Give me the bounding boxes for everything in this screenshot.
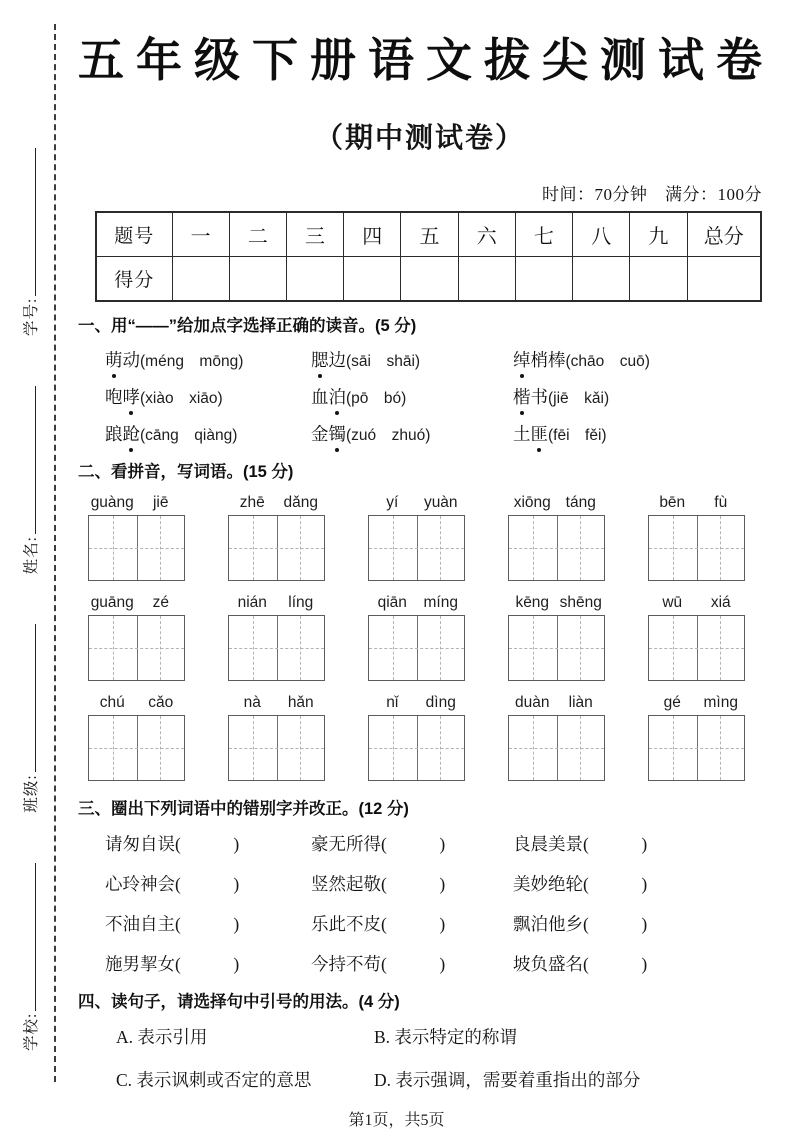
item-word [513,424,548,444]
dotted-char: 匪 [531,421,549,446]
pinyin-labels [648,694,745,712]
pinyin-syllable: líng [288,593,314,611]
misspelled-word-item [105,871,311,896]
pinyin-syllable: xiōng [513,493,551,511]
pinyin-syllable: nián [237,593,267,611]
word-char: 书 [530,387,548,408]
pinyin-syllable: bēn [659,493,686,511]
pinyin-options: (jiē kǎi) [548,390,610,408]
pinyin-syllable: cǎo [148,693,174,711]
item-word: 施男挈女 [105,953,175,974]
grid-dashed-guide [509,648,604,649]
pinyin-syllable: táng [565,493,596,511]
score-empty-cell [687,257,761,302]
pinyin-word-group [508,594,605,681]
score-table-score-row [96,257,761,302]
pinyin-syllable: zé [152,593,169,611]
seal-strip [8,24,52,1146]
misspelled-word-item [513,871,762,896]
misspelled-word-item [105,831,311,856]
pinyin-word-group [368,694,465,781]
pinyin-options: (chāo cuō) [565,353,650,371]
misspelled-word-item [311,951,513,976]
pinyin-syllable: dǎng [283,493,318,511]
item-word [513,387,548,407]
pinyin-labels [88,694,185,712]
seal-field-blank-line [20,386,36,534]
score-table-header-row [96,212,761,257]
grid-dashed-guide [649,548,744,549]
score-empty-cell [172,257,229,302]
writing-grid [368,515,465,581]
pinyin-labels [508,494,605,512]
pinyin-syllable: qiān [377,593,407,611]
score-empty-cell [286,257,343,302]
pinyin-word-group [228,494,325,581]
pinyin-word-group [228,594,325,681]
section4-heading: 四、读句子，请选择句中引号的用法。(4 分) [78,992,400,1011]
pinyin-syllable: fù [714,493,728,511]
misspelled-word-item [311,911,513,936]
writing-grid [88,515,185,581]
pronunciation-item [311,347,513,372]
pronunciation-item [513,347,762,372]
grid-dashed-guide [89,748,184,749]
section2-heading: 二、看拼音，写词语。(15 分) [78,463,294,482]
pinyin-options: (fēi fěi) [548,427,607,445]
seal-field-label: 学校: [23,1012,40,1051]
score-empty-cell [229,257,286,302]
pinyin-syllable: chú [99,693,125,711]
pinyin-labels [228,494,325,512]
item-word: 不油自主 [105,913,175,934]
grid-dashed-guide [89,548,184,549]
pinyin-syllable: shēng [559,593,602,611]
pinyin-labels [368,494,465,512]
writing-grid [648,515,745,581]
grid-dashed-guide [229,548,324,549]
item-word [105,387,140,407]
grid-dashed-guide [509,748,604,749]
quote-usage-option: B. 表示特定的称谓 [374,1027,517,1048]
dotted-char: 泊 [329,384,347,409]
dotted-char: 萌 [105,347,123,372]
item-word [513,350,566,370]
pinyin-labels [508,594,605,612]
pinyin-syllable: hǎn [287,693,314,711]
word-char: 踉 [105,424,123,445]
word-char: 棒 [548,350,566,371]
dotted-char: 楷 [513,384,531,409]
correction-blank: ( ) [175,953,240,974]
correction-blank: ( ) [583,913,648,934]
pinyin-word-group [88,494,185,581]
pronunciation-item [513,421,762,446]
misspelled-word-item [513,831,762,856]
pinyin-syllable: yuàn [423,493,458,511]
seal-field-label: 姓名: [23,536,40,575]
pinyin-labels [368,694,465,712]
pinyin-word-group [228,694,325,781]
misspelled-word-item [105,911,311,936]
item-word [105,424,140,444]
pinyin-syllable: jiē [152,493,169,511]
pinyin-labels [368,594,465,612]
section4-options [116,1024,762,1092]
word-char: 金 [311,424,329,445]
pinyin-word-group [508,494,605,581]
dotted-char: 腮 [311,347,329,372]
correction-blank: ( ) [381,913,446,934]
seal-field [19,624,41,812]
pinyin-options: (pō bó) [346,390,407,408]
pinyin-syllable: mìng [703,693,738,711]
pinyin-syllable: míng [423,593,458,611]
seal-field [19,148,41,336]
pinyin-syllable: duàn [515,693,550,711]
word-char: 血 [311,387,329,408]
item-word: 坡负盛名 [513,953,583,974]
section1-items [105,347,762,446]
pinyin-word-group [368,494,465,581]
item-word [311,387,346,407]
pinyin-syllable: kēng [515,593,550,611]
writing-grid [508,515,605,581]
seal-dashed-line [54,24,56,1082]
section2-rows [78,494,762,781]
grid-dashed-guide [229,748,324,749]
seal-field-blank-line [20,863,36,1011]
pinyin-options: (xiào xiāo) [140,390,223,408]
writing-grid [508,615,605,681]
pinyin-options: (zuó zhuó) [346,427,431,445]
score-table-header-cell: 三 [286,212,343,257]
paper-content [0,24,793,1092]
word-char: 动 [122,350,140,371]
dotted-char: 跄 [123,421,141,446]
correction-blank: ( ) [381,953,446,974]
word-char: 咆 [105,387,123,408]
writing-grid [88,615,185,681]
pronunciation-item [105,421,311,446]
pinyin-syllable: guāng [90,593,134,611]
section3-heading: 三、圈出下列词语中的错别字并改正。(12 分) [78,799,409,818]
pinyin-options: (méng mōng) [140,353,244,371]
grid-dashed-guide [649,748,744,749]
score-table-header-cell: 总分 [687,212,761,257]
item-word: 请匆自误 [105,833,175,854]
item-word: 今持不苟 [311,953,381,974]
pinyin-labels [88,594,185,612]
correction-blank: ( ) [381,873,446,894]
grid-dashed-guide [89,648,184,649]
pinyin-syllable: gé [663,693,681,711]
section1-heading: 一、用“——”给加点字选择正确的读音。(5 分) [78,317,417,335]
writing-grid [228,715,325,781]
pinyin-grid-row [88,594,745,681]
correction-blank: ( ) [175,873,240,894]
page-subtitle: （期中测试卷） [314,123,525,154]
quote-usage-option: A. 表示引用 [116,1027,208,1048]
seal-field [19,863,41,1051]
seal-field-blank-line [20,148,36,296]
grid-dashed-guide [369,648,464,649]
item-word [105,350,140,370]
score-empty-cell [401,257,458,302]
pronunciation-item [311,421,513,446]
score-table-header-cell: 七 [515,212,572,257]
dotted-char: 哮 [123,384,141,409]
pinyin-syllable: liàn [568,693,593,711]
pinyin-syllable: zhē [239,493,265,511]
item-word: 乐此不皮 [311,913,381,934]
pinyin-labels [228,594,325,612]
score-table-header-cell: 四 [344,212,401,257]
writing-grid [648,615,745,681]
correction-blank: ( ) [381,833,446,854]
misspelled-word-item [311,831,513,856]
pinyin-word-group [88,594,185,681]
score-table-header-cell: 二 [229,212,286,257]
writing-grid [648,715,745,781]
pinyin-syllable: guàng [90,493,134,511]
page-number: 第1页，共5页 [348,1112,445,1129]
pronunciation-item [105,347,311,372]
pinyin-syllable: yí [386,493,399,511]
correction-blank: ( ) [583,873,648,894]
pinyin-labels [88,494,185,512]
pinyin-syllable: xiá [710,593,731,611]
writing-grid [88,715,185,781]
writing-grid [228,515,325,581]
pinyin-labels [648,594,745,612]
score-table-corner-cell: 题号 [96,212,172,257]
pinyin-syllable: dìng [425,693,456,711]
writing-grid [368,615,465,681]
pronunciation-item [513,384,762,409]
score-table-header-cell: 六 [458,212,515,257]
pinyin-options: (sāi shāi) [346,353,421,371]
pronunciation-item [105,384,311,409]
score-row-label: 得分 [96,257,172,302]
word-char: 边 [328,350,346,371]
score-empty-cell [458,257,515,302]
pinyin-syllable: wū [662,593,683,611]
grid-dashed-guide [229,648,324,649]
seal-field-blank-line [20,624,36,772]
score-table [95,211,762,302]
item-word [311,350,346,370]
misspelled-word-item [105,951,311,976]
score-table-header-cell: 一 [172,212,229,257]
time-score-line: 时间：70分钟 满分：100分 [542,185,762,204]
section3-items [105,831,762,976]
grid-dashed-guide [509,548,604,549]
misspelled-word-item [513,951,762,976]
dotted-char: 绰 [513,347,531,372]
correction-blank: ( ) [175,913,240,934]
seal-field-label: 学号: [23,297,40,337]
grid-dashed-guide [649,648,744,649]
quote-usage-option: D. 表示强调，需要着重指出的部分 [374,1070,641,1091]
item-word: 心玲神会 [105,873,175,894]
pinyin-options: (cāng qiàng) [140,427,238,445]
pinyin-labels [228,694,325,712]
word-char: 土 [513,424,531,445]
item-word: 飘泊他乡 [513,913,583,934]
item-word [311,424,346,444]
pinyin-syllable: nà [243,693,261,711]
pinyin-grid-row [88,494,745,581]
misspelled-word-item [513,911,762,936]
pinyin-grid-row [88,694,745,781]
grid-dashed-guide [369,548,464,549]
pinyin-word-group [648,594,745,681]
score-empty-cell [515,257,572,302]
seal-field-label: 班级: [23,774,40,813]
correction-blank: ( ) [175,833,240,854]
writing-grid [368,715,465,781]
pinyin-word-group [648,694,745,781]
score-empty-cell [630,257,687,302]
pronunciation-item [311,384,513,409]
page-title: 五年级下册语文拔尖测试卷 [78,35,774,86]
pinyin-word-group [508,694,605,781]
quote-usage-option: C. 表示讽刺或否定的意思 [116,1070,312,1091]
writing-grid [228,615,325,681]
item-word: 豪无所得 [311,833,381,854]
pinyin-word-group [88,694,185,781]
pinyin-word-group [368,594,465,681]
writing-grid [508,715,605,781]
item-word: 竖然起敬 [311,873,381,894]
grid-dashed-guide [369,748,464,749]
score-table-header-cell: 八 [573,212,630,257]
item-word: 良晨美景 [513,833,583,854]
misspelled-word-item [311,871,513,896]
score-empty-cell [344,257,401,302]
score-table-header-cell: 九 [630,212,687,257]
score-table-header-cell: 五 [401,212,458,257]
correction-blank: ( ) [583,833,648,854]
pinyin-labels [508,694,605,712]
word-char: 梢 [530,350,548,371]
dotted-char: 镯 [329,421,347,446]
item-word: 美妙绝轮 [513,873,583,894]
pinyin-word-group [648,494,745,581]
correction-blank: ( ) [583,953,648,974]
pinyin-syllable: nǐ [386,693,399,711]
score-empty-cell [573,257,630,302]
pinyin-labels [648,494,745,512]
seal-field [19,386,41,574]
